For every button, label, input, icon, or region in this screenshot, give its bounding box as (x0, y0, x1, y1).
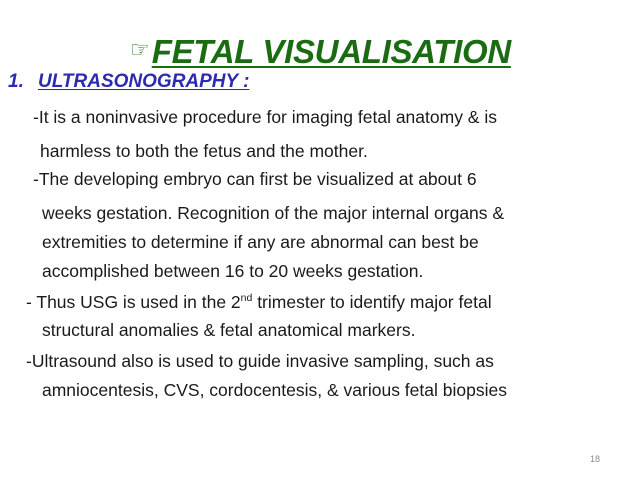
body-line-10: amniocentesis, CVS, cordocentesis, & various fetal biopsies (42, 380, 507, 400)
body-line-9: -Ultrasound also is used to guide invasive sampling, such as (26, 351, 494, 371)
slide-title-text: FETAL VISUALISATION (151, 33, 511, 70)
body-line-6: accomplished between 16 to 20 weeks gestation. (42, 261, 424, 281)
body-line-5: extremities to determine if any are abnormal can best be (42, 232, 479, 252)
section-number: 1. (8, 71, 24, 92)
body-line-3: -The developing embryo can first be visualized at about 6 (33, 169, 477, 189)
body-line-2: harmless to both the fetus and the mother. (40, 141, 368, 161)
section-heading-text: ULTRASONOGRAPHY : (38, 71, 250, 92)
body-line-4: weeks gestation. Recognition of the major internal organs & (42, 203, 505, 223)
body-line-7-end: trimester to identify major fetal (252, 292, 492, 312)
ordinal-superscript: nd (240, 292, 253, 305)
page-number: 18 (590, 454, 601, 464)
body-line-8: structural anomalies & fetal anatomical markers. (42, 320, 416, 340)
section-heading (8, 70, 249, 94)
body-line-1: -It is a noninvasive procedure for imaging fetal anatomy & is (33, 107, 497, 127)
body-line-7-start: - Thus USG is used in the 2 (26, 292, 241, 312)
body-line-7 (26, 291, 492, 314)
slide-title (130, 24, 511, 68)
pointing-hand-icon: ☞ (130, 38, 150, 63)
